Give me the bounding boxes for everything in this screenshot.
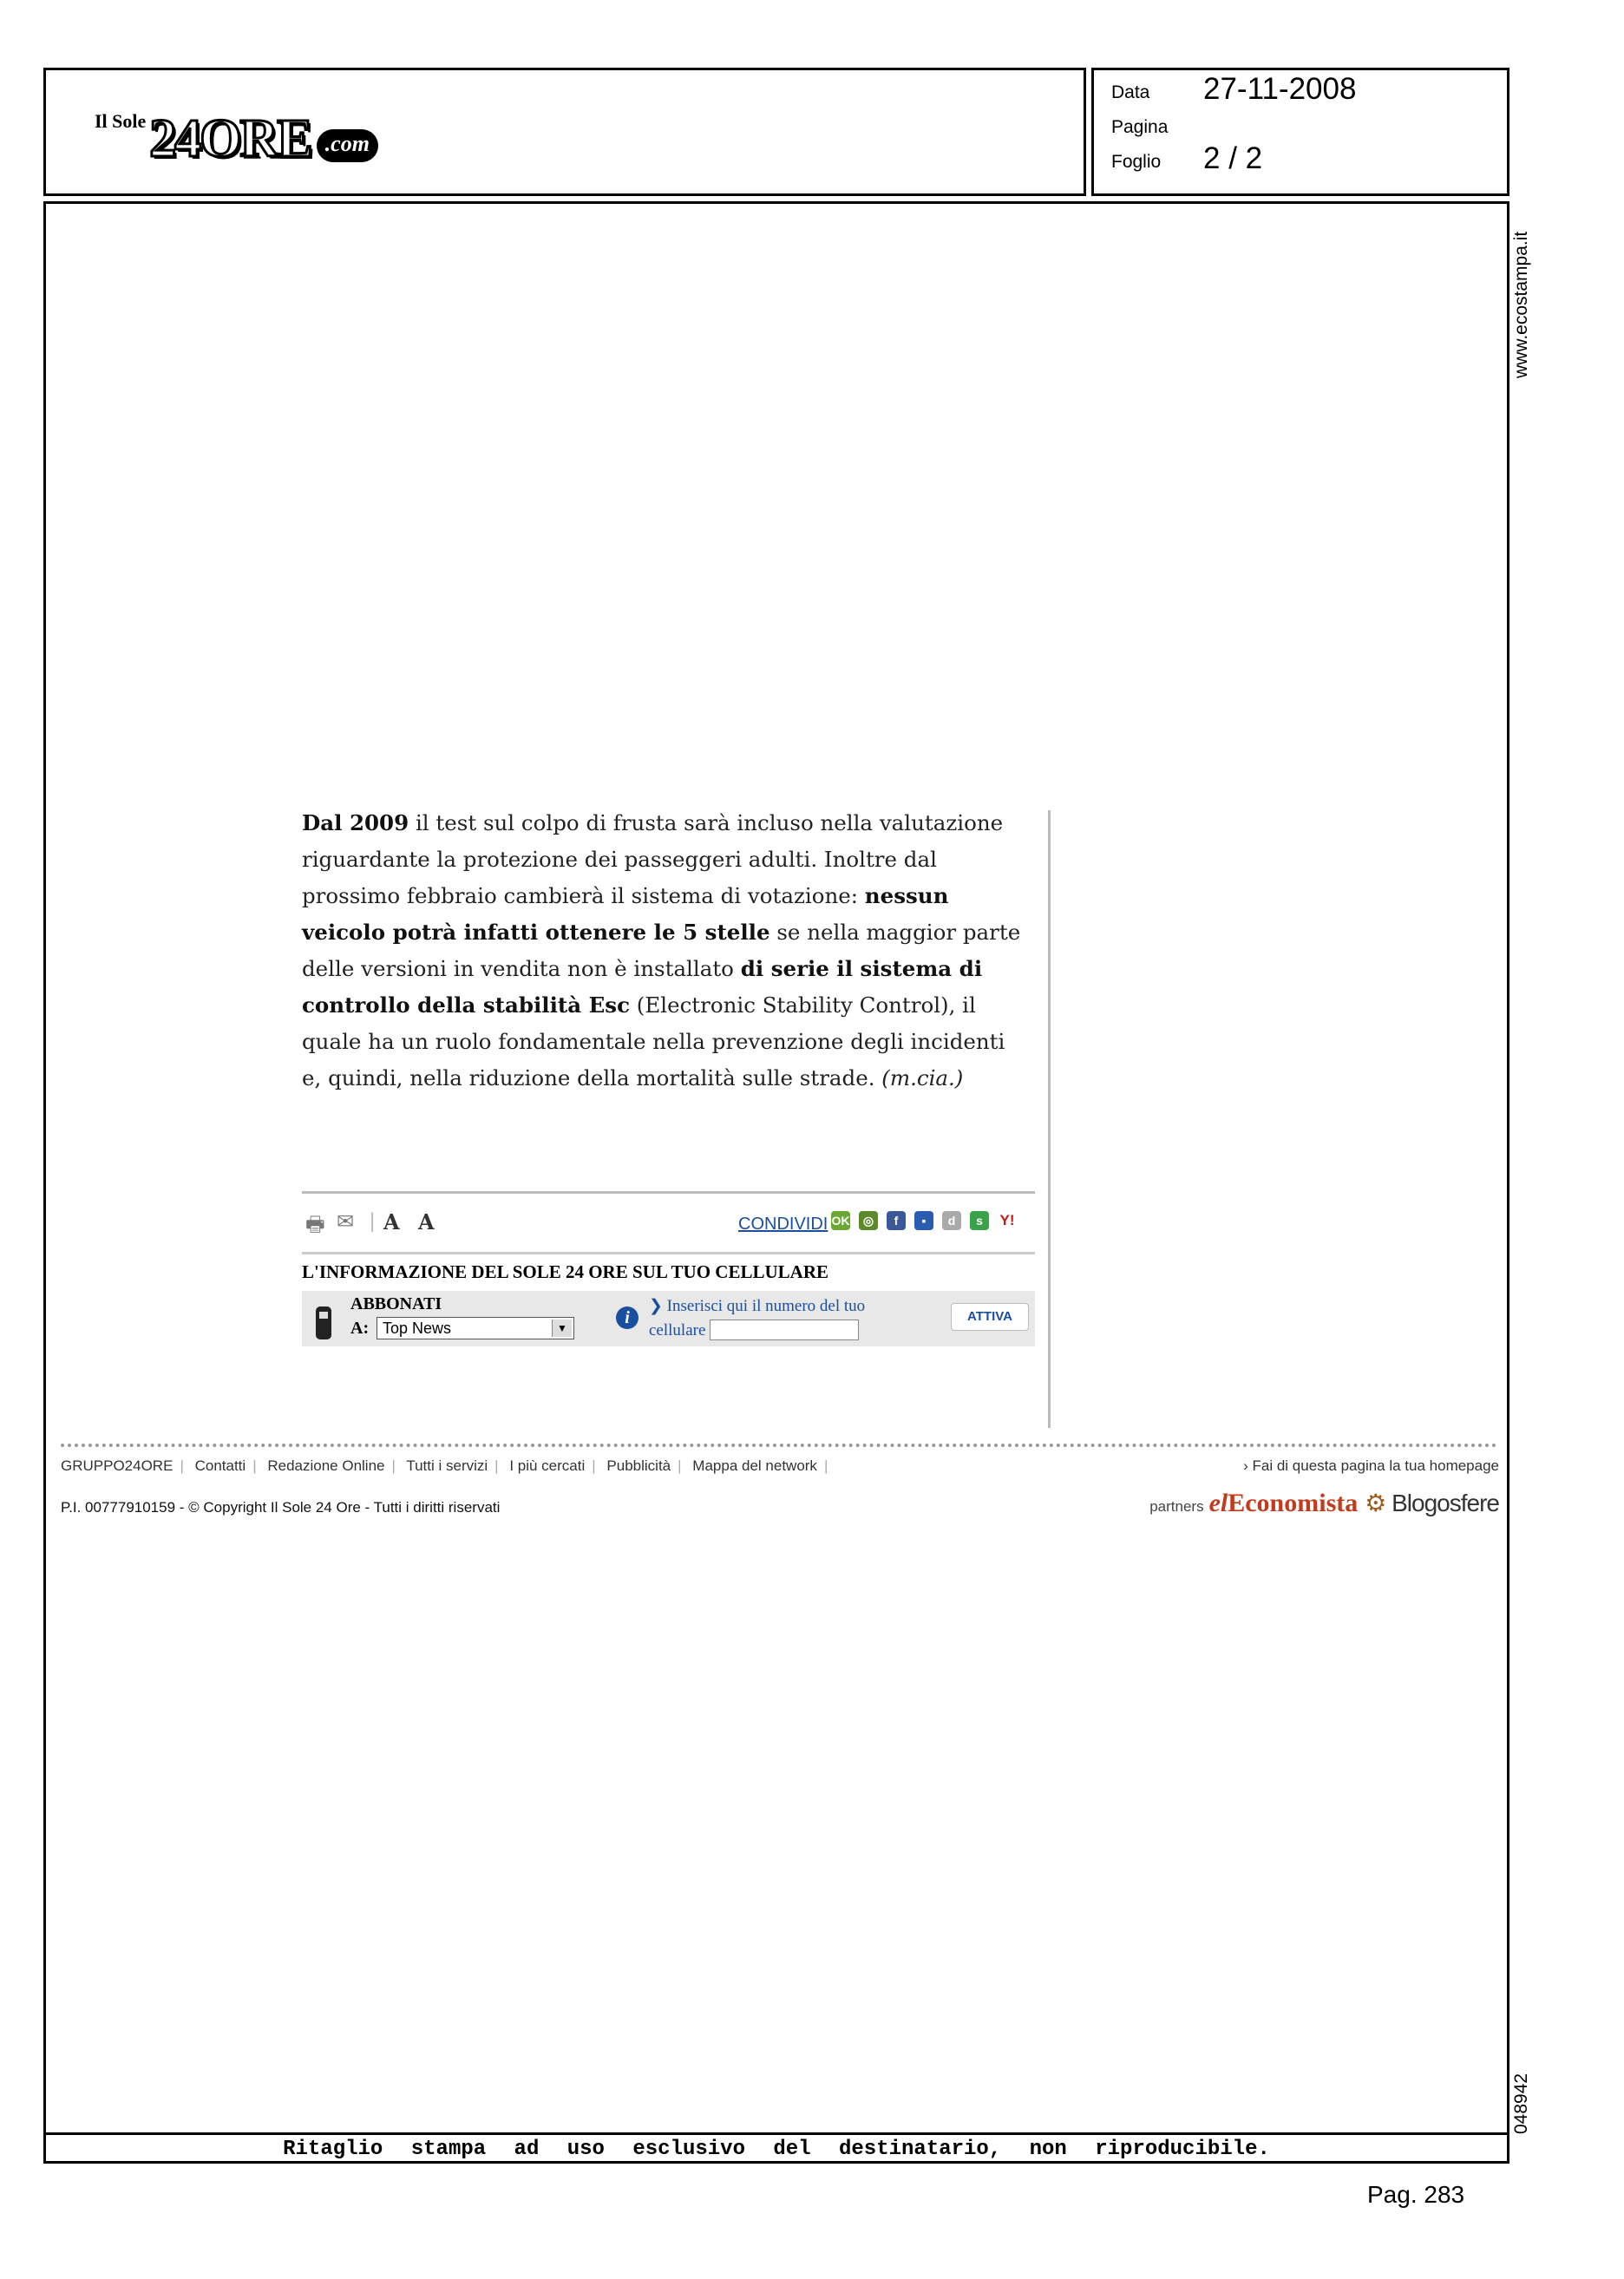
tools-bottom-divider bbox=[302, 1252, 1035, 1254]
tools-top-divider bbox=[302, 1191, 1035, 1194]
footer-link-mappa[interactable]: Mappa del network bbox=[692, 1457, 817, 1474]
tools-separator: | bbox=[370, 1209, 376, 1233]
footer-link-servizi[interactable]: Tutti i servizi bbox=[406, 1457, 488, 1474]
pagina-label: Pagina bbox=[1111, 117, 1169, 137]
document-code: 048942 bbox=[1511, 2073, 1531, 2134]
info-icon[interactable]: i bbox=[616, 1306, 638, 1329]
sole24ore-logo bbox=[95, 105, 378, 166]
disclaimer-divider bbox=[43, 2132, 1509, 2135]
article-text-3: (Electronic Stability Control), il quale ha un ruolo fondamentale nella prevenzione degli incidenti e, quindi, nella riduzione della mortalità sulle strade. bbox=[302, 992, 1005, 1090]
footer-link-gruppo24ore[interactable]: GRUPPO24ORE bbox=[61, 1457, 174, 1474]
homepage-link[interactable] bbox=[1243, 1457, 1499, 1475]
facebook-icon[interactable]: f bbox=[887, 1211, 906, 1230]
partners-label: partners bbox=[1149, 1498, 1204, 1515]
font-larger-icon[interactable]: A bbox=[383, 1209, 400, 1234]
copyright: P.I. 00777910159 - © Copyright Il Sole 24 Ore - Tutti i diritti riservati bbox=[61, 1499, 501, 1516]
arrow-bullet-icon: ❯ bbox=[649, 1297, 667, 1315]
a-label: A: bbox=[350, 1319, 370, 1338]
phone-number-input[interactable] bbox=[710, 1320, 859, 1340]
mobile-phone-icon bbox=[316, 1306, 331, 1339]
footer-link-pubblicita[interactable]: Pubblicità bbox=[606, 1457, 671, 1474]
segnalo-icon[interactable]: s bbox=[970, 1211, 989, 1230]
article-signature: (m.cia.) bbox=[881, 1065, 964, 1090]
column-divider bbox=[1048, 810, 1051, 1428]
homepage-link-label: Fai di questa pagina la tua homepage bbox=[1252, 1457, 1499, 1474]
article-bold-3: di serie il sistema di controllo della stabilità Esc bbox=[302, 956, 983, 1018]
logo-prefix: Il Sole bbox=[95, 110, 147, 132]
font-smaller-icon[interactable]: A bbox=[418, 1209, 435, 1234]
eleconomista-name: Economista bbox=[1228, 1489, 1359, 1517]
footer-link-contatti[interactable]: Contatti bbox=[194, 1457, 246, 1474]
article-tools bbox=[302, 1206, 1035, 1241]
blogosfere-logo[interactable] bbox=[1365, 1489, 1499, 1517]
bicycle-icon: ⚙ bbox=[1365, 1490, 1392, 1516]
logo-suffix: .com bbox=[317, 129, 378, 162]
yahoo-icon[interactable]: Y! bbox=[998, 1211, 1017, 1230]
topic-select[interactable] bbox=[377, 1317, 574, 1339]
cellulare-hint-line2: cellulare bbox=[649, 1321, 706, 1339]
foglio-value: 2 / 2 bbox=[1203, 141, 1263, 175]
email-icon[interactable]: ✉ bbox=[337, 1210, 355, 1234]
cellulare-title: L'INFORMAZIONE DEL SOLE 24 ORE SUL TUO CELLULARE bbox=[302, 1261, 829, 1282]
technorati-icon[interactable]: ◎ bbox=[859, 1211, 878, 1230]
footer-link-piu-cercati[interactable]: I più cercati bbox=[509, 1457, 586, 1474]
data-value: 27-11-2008 bbox=[1203, 72, 1357, 106]
footer-link-redazione[interactable]: Redazione Online bbox=[267, 1457, 385, 1474]
article-bold-1: Dal 2009 bbox=[302, 810, 409, 835]
abbonati-label: ABBONATI bbox=[350, 1294, 442, 1313]
article-body bbox=[302, 805, 1031, 1097]
partners bbox=[1149, 1489, 1499, 1518]
attiva-button[interactable]: ATTIVA bbox=[951, 1303, 1029, 1331]
chevron-right-icon: › bbox=[1243, 1457, 1253, 1474]
foglio-label: Foglio bbox=[1111, 152, 1162, 172]
eleconomista-logo[interactable] bbox=[1209, 1489, 1359, 1518]
oknotizie-icon[interactable]: OK bbox=[831, 1211, 850, 1230]
chevron-down-icon[interactable]: ▼ bbox=[552, 1320, 572, 1337]
eleconomista-prefix: el bbox=[1208, 1489, 1228, 1517]
digg-icon[interactable]: d bbox=[942, 1211, 961, 1230]
article-text-2: se nella maggior parte delle versioni in vendita non è installato bbox=[302, 920, 1021, 981]
footer-divider bbox=[61, 1444, 1497, 1447]
delicious-icon[interactable]: ▪ bbox=[914, 1211, 933, 1230]
disclaimer: Ritaglio stampa ad uso esclusivo del destinatario, non riproducibile. bbox=[283, 2138, 1270, 2161]
header-meta-box bbox=[1091, 68, 1509, 196]
footer-links: GRUPPO24ORE | Contatti | Redazione Online | Tutti i servizi | I più cercati | Pubblicità | Mappa del network | bbox=[61, 1457, 828, 1474]
condividi-link[interactable]: CONDIVIDI bbox=[738, 1215, 828, 1234]
cellulare-hint-line1: Inserisci qui il numero del tuo bbox=[666, 1297, 866, 1315]
blogosfere-name: Blogosfere bbox=[1392, 1490, 1499, 1516]
print-icon[interactable]: 🖶 bbox=[305, 1213, 325, 1236]
ecostampa-site: www.ecostampa.it bbox=[1511, 231, 1531, 378]
topic-select-value: Top News bbox=[383, 1320, 452, 1337]
logo-main: 24ORE bbox=[149, 109, 311, 168]
page-number: Pag. 283 bbox=[1367, 2181, 1465, 2208]
header-logo-box bbox=[43, 68, 1086, 196]
article-text-1: il test sul colpo di frusta sarà incluso nella valutazione riguardante la protezione dei passeggeri adulti. Inoltre dal prossimo febbraio cambierà il sistema di votazione: bbox=[302, 810, 1004, 908]
cellulare-widget bbox=[302, 1291, 1035, 1346]
data-label: Data bbox=[1111, 82, 1150, 102]
article-bold-2: nessun veicolo potrà infatti ottenere le 5 stelle bbox=[302, 883, 949, 945]
clipping-frame bbox=[43, 201, 1509, 2164]
